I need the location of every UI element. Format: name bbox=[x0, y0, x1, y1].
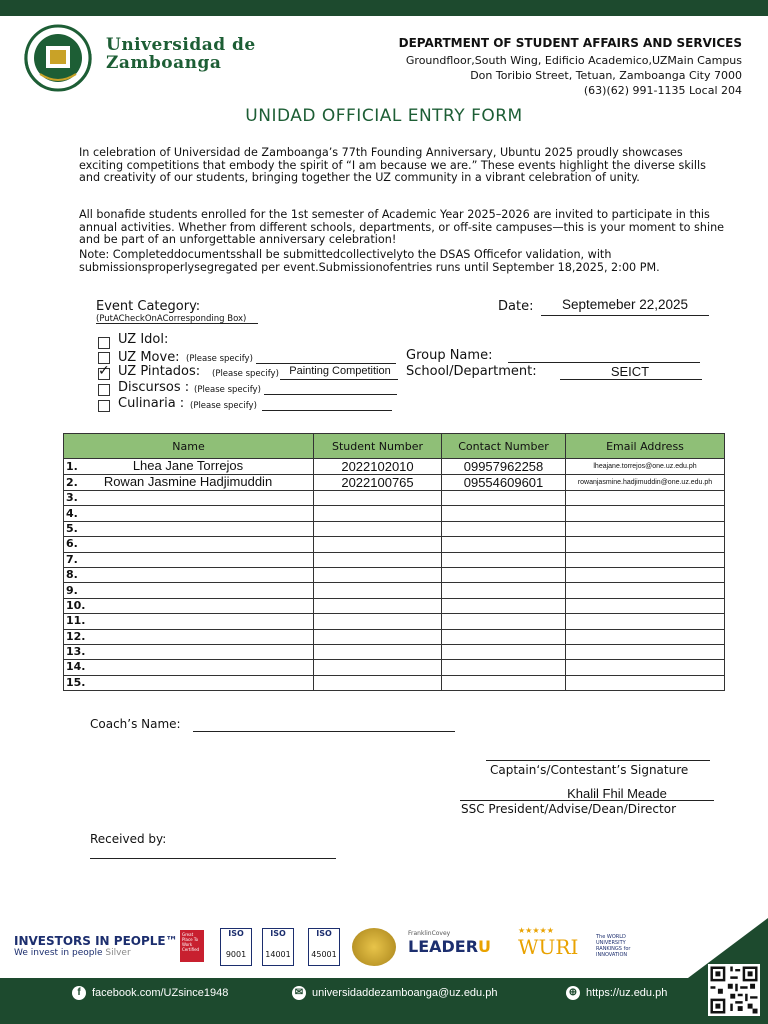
member-name-cell[interactable] bbox=[64, 644, 314, 659]
coach-name-label: Coach’s Name: bbox=[90, 717, 181, 731]
category-uz-move-label: UZ Move: bbox=[118, 350, 180, 365]
wuri-stars: ★★★★★ bbox=[518, 926, 554, 935]
table-row bbox=[64, 552, 725, 567]
category-uz-idol-label: UZ Idol: bbox=[118, 332, 169, 347]
table-row bbox=[64, 491, 725, 506]
contact-number-cell[interactable] bbox=[442, 491, 566, 506]
contact-number-cell[interactable] bbox=[442, 567, 566, 582]
contact-number-cell[interactable] bbox=[442, 675, 566, 690]
email-address-cell[interactable] bbox=[566, 506, 725, 521]
contact-number-cell[interactable] bbox=[442, 475, 566, 491]
group-name-label: Group Name: bbox=[406, 348, 493, 363]
contact-number-cell[interactable] bbox=[442, 537, 566, 552]
member-name-cell[interactable] bbox=[64, 598, 314, 613]
category-culinaria-label: Culinaria : bbox=[118, 396, 185, 411]
university-seal-logo bbox=[20, 24, 96, 92]
table-row bbox=[64, 583, 725, 598]
address-line-2: Don Toribio Street, Tetuan, Zamboanga City 7000 bbox=[470, 69, 742, 82]
student-number-cell[interactable] bbox=[314, 552, 442, 567]
email-address-cell[interactable] bbox=[566, 675, 725, 690]
header-email-address: Email Address bbox=[566, 434, 725, 459]
category-discursos-label: Discursos : bbox=[118, 380, 190, 395]
footer-bar bbox=[0, 978, 768, 1024]
row-number: 14. bbox=[66, 660, 86, 674]
footer-facebook[interactable] bbox=[72, 986, 228, 1000]
president-signature-line bbox=[460, 800, 714, 801]
leader-small: FranklinCovey bbox=[408, 930, 451, 937]
iso-9001-label: ISO bbox=[228, 929, 244, 938]
wuri-badge bbox=[518, 926, 578, 959]
member-name-value: Rowan Jasmine Hadjimuddin bbox=[103, 474, 273, 489]
contact-number-cell[interactable] bbox=[442, 629, 566, 644]
iso-14001-label: ISO bbox=[270, 929, 286, 938]
row-number: 8. bbox=[66, 568, 78, 582]
globe-icon: ⊕ bbox=[566, 986, 580, 1000]
address-line-1: Groundfloor,South Wing, Edificio Academico,UZMain Campus bbox=[405, 54, 742, 67]
checkbox-discursos[interactable] bbox=[98, 384, 110, 396]
email-address-cell[interactable] bbox=[566, 491, 725, 506]
coach-name-line[interactable] bbox=[193, 731, 455, 732]
checkbox-uz-idol[interactable] bbox=[98, 337, 110, 349]
department-header bbox=[399, 36, 742, 98]
member-name-cell[interactable] bbox=[64, 567, 314, 582]
row-number: 2. bbox=[66, 476, 78, 489]
footer-website[interactable] bbox=[566, 986, 667, 1000]
school-department-line bbox=[560, 379, 702, 380]
uz-move-specify-hint: (Please specify) bbox=[186, 354, 253, 364]
student-number-cell[interactable] bbox=[314, 521, 442, 536]
student-number-cell[interactable] bbox=[314, 537, 442, 552]
group-name-line[interactable] bbox=[508, 362, 700, 363]
row-number: 4. bbox=[66, 506, 78, 520]
table-row bbox=[64, 644, 725, 659]
leader-in-me-badge bbox=[408, 930, 491, 956]
email-address-cell[interactable] bbox=[566, 552, 725, 567]
row-number: 13. bbox=[66, 645, 86, 659]
student-number-cell[interactable] bbox=[314, 629, 442, 644]
facebook-icon: f bbox=[72, 986, 86, 1000]
date-value[interactable]: Septemeber 22,2025 bbox=[561, 297, 689, 312]
iso-9001-number: 9001 bbox=[225, 950, 247, 959]
row-number: 15. bbox=[66, 675, 86, 689]
school-department-label: School/Department: bbox=[406, 364, 537, 379]
uz-pintados-value[interactable]: Painting Competition bbox=[289, 365, 391, 377]
email-address-cell[interactable] bbox=[566, 521, 725, 536]
row-number: 6. bbox=[66, 537, 78, 551]
iso-45001-badge bbox=[308, 928, 340, 966]
email-address-cell[interactable] bbox=[566, 644, 725, 659]
culinaria-specify-hint: (Please specify) bbox=[190, 401, 257, 411]
email-address-cell[interactable] bbox=[566, 660, 725, 675]
contact-number-cell[interactable] bbox=[442, 660, 566, 675]
university-name-line1: Universidad de bbox=[106, 35, 256, 55]
eligibility-paragraph: All bonafide students enrolled for the 1st semester of Academic Year 2025–2026 are invited to participate in this annual activities. Whether from different schools, departments, or off-site campuses—this is your moment to shine and be part of an unforgettable anniversary celebration! bbox=[79, 208, 725, 247]
member-name-cell[interactable] bbox=[64, 552, 314, 567]
event-category-hint: (PutACheckOnACorresponding Box) bbox=[96, 314, 247, 324]
student-number-cell[interactable] bbox=[314, 459, 442, 475]
uz-pintados-specify-hint: (Please specify) bbox=[212, 369, 279, 379]
school-department-value[interactable]: SEICT bbox=[610, 364, 650, 379]
table-row bbox=[64, 660, 725, 675]
top-bar bbox=[0, 0, 768, 16]
email-address-cell[interactable] bbox=[566, 459, 725, 475]
member-name-cell[interactable] bbox=[64, 491, 314, 506]
member-name-cell[interactable] bbox=[64, 583, 314, 598]
row-number: 9. bbox=[66, 583, 78, 597]
gold-seal-badge bbox=[352, 928, 396, 966]
qr-code[interactable] bbox=[708, 964, 760, 1016]
contact-number-cell[interactable] bbox=[442, 552, 566, 567]
check-mark-icon: ✓ bbox=[98, 363, 110, 379]
checkbox-uz-pintados[interactable] bbox=[98, 363, 110, 380]
member-name-cell[interactable] bbox=[64, 521, 314, 536]
member-name-cell[interactable] bbox=[64, 537, 314, 552]
email-address-cell[interactable] bbox=[566, 614, 725, 629]
student-number-value: 2022100765 bbox=[341, 474, 414, 490]
iso-14001-badge bbox=[262, 928, 294, 966]
email-address-value: lheajane.torrejos@one.uz.edu.ph bbox=[593, 462, 697, 470]
investors-title: INVESTORS IN PEOPLE™ bbox=[14, 934, 178, 948]
table-row bbox=[64, 521, 725, 536]
row-number: 1. bbox=[66, 460, 78, 473]
student-number-cell[interactable] bbox=[314, 475, 442, 491]
iso-9001-badge bbox=[220, 928, 252, 966]
table-row bbox=[64, 459, 725, 475]
contact-number-cell[interactable] bbox=[442, 598, 566, 613]
email-address-cell[interactable] bbox=[566, 537, 725, 552]
contact-number-value: 09957962258 bbox=[463, 458, 544, 474]
facebook-link[interactable]: facebook.com/UZsince1948 bbox=[92, 986, 229, 999]
member-name-cell[interactable] bbox=[64, 614, 314, 629]
email-address-value: rowanjasmine.hadjimuddin@one.uz.edu.ph bbox=[577, 478, 713, 486]
intro-paragraph: In celebration of Universidad de Zamboanga’s 77th Founding Anniversary, Ubuntu 2025 proudly showcases exciting competitions that embody the spirit of “I am because we are.” These events highlight the diverse skills and creativity of our students, bringing together the UZ community in a vibrant celebration of unity. bbox=[79, 146, 706, 185]
note-paragraph: Note: Completeddocumentsshall be submittedcollectivelyto the DSAS Officefor validation, with submissionsproperlysegregated per event.Submissionofentries runs until September 18,2025, 2:00 PM. bbox=[79, 248, 660, 274]
row-number: 5. bbox=[66, 521, 78, 535]
culinaria-specify-line[interactable] bbox=[262, 410, 392, 411]
contact-number-cell[interactable] bbox=[442, 459, 566, 475]
president-signature-label: SSC President/Advise/Dean/Director bbox=[461, 802, 677, 816]
captain-signature-label: Captain‘s/Contestant’s Signature bbox=[490, 763, 689, 777]
member-name-cell[interactable] bbox=[64, 475, 314, 491]
student-number-cell[interactable] bbox=[314, 614, 442, 629]
table-row bbox=[64, 537, 725, 552]
row-number: 7. bbox=[66, 552, 78, 566]
iso-45001-number: 45001 bbox=[311, 950, 337, 959]
student-number-cell[interactable] bbox=[314, 506, 442, 521]
member-name-value: Lhea Jane Torrejos bbox=[132, 458, 244, 473]
member-name-cell[interactable] bbox=[64, 506, 314, 521]
email-address-cell[interactable] bbox=[566, 629, 725, 644]
investors-level: Silver bbox=[105, 948, 131, 958]
header-contact-number: Contact Number bbox=[442, 434, 566, 459]
university-name-line2: Zamboanga bbox=[106, 53, 222, 73]
student-number-cell[interactable] bbox=[314, 598, 442, 613]
uz-move-specify-line[interactable] bbox=[256, 363, 396, 364]
captain-signature-line[interactable] bbox=[486, 760, 710, 761]
event-category-label: Event Category: bbox=[96, 299, 201, 314]
row-number: 3. bbox=[66, 491, 78, 505]
email-icon: ✉ bbox=[292, 986, 306, 1000]
email-address-cell[interactable] bbox=[566, 598, 725, 613]
student-number-cell[interactable] bbox=[314, 491, 442, 506]
department-title: DEPARTMENT OF STUDENT AFFAIRS AND SERVICES bbox=[398, 36, 742, 50]
leader-text: LEADER bbox=[408, 937, 479, 956]
member-name-cell[interactable] bbox=[64, 459, 314, 475]
website-link[interactable]: https://uz.edu.ph bbox=[586, 986, 668, 999]
contact-number-cell[interactable] bbox=[442, 506, 566, 521]
date-label: Date: bbox=[498, 299, 534, 314]
investors-sub: We invest in people bbox=[14, 948, 103, 958]
member-name-cell[interactable] bbox=[64, 675, 314, 690]
category-uz-pintados-label: UZ Pintados: bbox=[118, 364, 201, 379]
university-name bbox=[106, 36, 256, 72]
iso-45001-label: ISO bbox=[316, 929, 332, 938]
table-row bbox=[64, 567, 725, 582]
date-underline bbox=[541, 315, 709, 316]
phone-number: (63)(62) 991-1135 Local 204 bbox=[583, 84, 742, 97]
discursos-specify-hint: (Please specify) bbox=[194, 385, 261, 395]
table-row bbox=[64, 629, 725, 644]
table-row bbox=[64, 598, 725, 613]
student-number-cell[interactable] bbox=[314, 644, 442, 659]
wuri-text: WURI bbox=[518, 935, 579, 959]
table-row bbox=[64, 675, 725, 690]
row-number: 12. bbox=[66, 629, 86, 643]
email-link[interactable]: universidaddezamboanga@uz.edu.ph bbox=[312, 986, 498, 999]
checkbox-culinaria[interactable] bbox=[98, 400, 110, 412]
uz-pintados-specify-line bbox=[280, 379, 398, 380]
received-by-label: Received by: bbox=[90, 832, 167, 846]
table-row bbox=[64, 614, 725, 629]
hint-underline bbox=[96, 323, 258, 324]
student-number-cell[interactable] bbox=[314, 567, 442, 582]
row-number: 10. bbox=[66, 598, 86, 612]
contact-number-value: 09554609601 bbox=[463, 474, 544, 490]
email-address-cell[interactable] bbox=[566, 567, 725, 582]
contact-number-cell[interactable] bbox=[442, 521, 566, 536]
student-number-value: 2022102010 bbox=[341, 458, 414, 474]
contact-number-cell[interactable] bbox=[442, 583, 566, 598]
contact-number-cell[interactable] bbox=[442, 614, 566, 629]
student-number-cell[interactable] bbox=[314, 675, 442, 690]
student-number-cell[interactable] bbox=[314, 660, 442, 675]
table-row bbox=[64, 506, 725, 521]
header-name: Name bbox=[64, 434, 314, 459]
president-name-value[interactable]: Khalil Fhil Meade bbox=[567, 786, 667, 801]
form-title: UNIDAD OFFICIAL ENTRY FORM bbox=[245, 106, 523, 126]
header-student-number: Student Number bbox=[314, 434, 442, 459]
table-header-row bbox=[64, 434, 725, 459]
contact-number-cell[interactable] bbox=[442, 644, 566, 659]
iso-14001-number: 14001 bbox=[265, 950, 291, 959]
discursos-specify-line[interactable] bbox=[264, 394, 397, 395]
student-number-cell[interactable] bbox=[314, 583, 442, 598]
row-number: 11. bbox=[66, 614, 86, 628]
members-table bbox=[63, 433, 725, 691]
email-address-cell[interactable] bbox=[566, 475, 725, 491]
great-place-to-work-badge: Great Place To Work Certified bbox=[180, 930, 204, 962]
accreditation-badges bbox=[14, 924, 754, 970]
member-name-cell[interactable] bbox=[64, 629, 314, 644]
member-name-cell[interactable] bbox=[64, 660, 314, 675]
investors-in-people-badge bbox=[14, 934, 178, 958]
received-by-line[interactable] bbox=[90, 858, 336, 859]
wuri-caption: The WORLD UNIVERSITY RANKINGS for INNOVATION bbox=[596, 934, 631, 958]
table-row bbox=[64, 475, 725, 491]
footer-email[interactable] bbox=[292, 986, 497, 1000]
leader-u: U bbox=[478, 937, 492, 956]
email-address-cell[interactable] bbox=[566, 583, 725, 598]
